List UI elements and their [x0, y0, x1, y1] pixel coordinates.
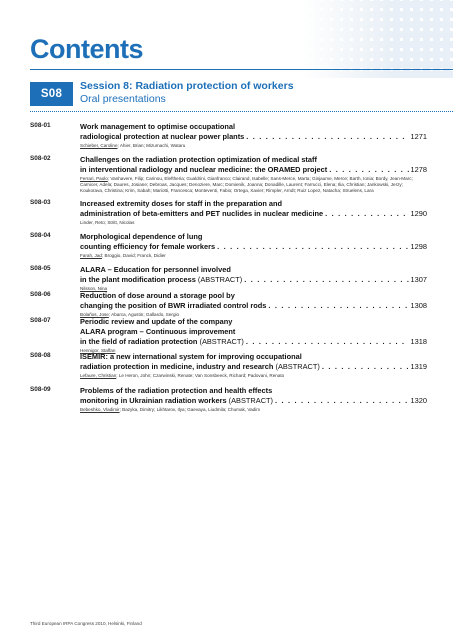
- entry-tag: (ABSTRACT): [197, 337, 244, 346]
- entry-page-number[interactable]: 1307: [410, 275, 427, 284]
- entry-title-line: [80, 317, 427, 327]
- entry-tag: (ABSTRACT): [226, 396, 274, 405]
- entry-authors: [80, 407, 427, 413]
- entry-coauthors: ; Bazyka, Dimitry; Likhtarov, Ilya; Gaevaya, Liudmila; Chumak, Vadim: [119, 407, 261, 412]
- entry-coauthors: Linder, Reto; Stritt, Nicolas: [80, 220, 135, 225]
- title-divider: [30, 69, 453, 70]
- entry-title-text: monitoring in Ukrainian radiation workers: [80, 396, 227, 405]
- entry-title-text: in the field of radiation protection: [80, 337, 198, 346]
- contents-entry[interactable]: [30, 291, 427, 318]
- entry-body: [80, 122, 427, 149]
- contents-entry[interactable]: [30, 386, 427, 413]
- entry-lead-author: Ferrari, Paolo: [80, 176, 108, 181]
- page-footer: Third European IRPA Congress 2010, Helsinki, Finland: [30, 621, 142, 626]
- entry-code: S08-02: [30, 155, 51, 162]
- contents-entry[interactable]: [30, 232, 427, 259]
- entry-body: [80, 291, 427, 318]
- entry-title-text: Increased extremity doses for staff in the preparation and: [80, 199, 283, 208]
- entry-title-text: radiation protection in medicine, industry and research: [80, 362, 274, 371]
- entry-page-number[interactable]: 1318: [410, 337, 427, 346]
- entry-title-text: ALARA program – Continuous improvement: [80, 327, 236, 336]
- entry-code: S08-04: [30, 232, 51, 239]
- entry-lead-author: Nilsson, Nina: [80, 286, 108, 291]
- entry-page-number[interactable]: 1308: [410, 301, 427, 310]
- entry-code: S08-05: [30, 265, 51, 272]
- session-title: Session 8: Radiation protection of workers: [80, 80, 294, 92]
- entry-lead-author: Hennigor, Staffan: [80, 348, 116, 353]
- entry-code: S08-09: [30, 386, 51, 393]
- entry-title-line: [80, 352, 427, 362]
- entry-lead-author: Bolaños, Jose: [80, 312, 109, 317]
- entry-leader-dots: [275, 396, 409, 406]
- session-code-badge: S08: [30, 82, 73, 106]
- entry-leader-dots: [325, 209, 408, 219]
- entry-leader-dots: [244, 275, 408, 285]
- entry-title-line: [80, 242, 427, 252]
- entry-title-line: [80, 275, 427, 285]
- contents-entry[interactable]: [30, 352, 427, 379]
- entry-leader-dots: [322, 362, 409, 372]
- entry-page-number[interactable]: 1271: [410, 132, 427, 141]
- entry-body: [80, 155, 427, 195]
- header-decorative-pattern: [303, 0, 453, 78]
- entry-authors: [80, 253, 427, 259]
- entry-code: S08-01: [30, 122, 51, 129]
- entry-lead-author: Lefaure, Christian: [80, 373, 117, 378]
- entry-title-line: [80, 209, 427, 219]
- entry-code: S08-03: [30, 199, 51, 206]
- entry-title-line: [80, 155, 427, 165]
- entry-authors: [80, 373, 427, 379]
- entry-body: [80, 317, 427, 354]
- contents-entry[interactable]: [30, 317, 427, 354]
- entry-coauthors: ; Ahier, Brian; Mizumachi, Wataru: [117, 143, 186, 148]
- entry-title-line: [80, 301, 427, 311]
- session-divider: [30, 111, 453, 112]
- entry-leader-dots: [329, 165, 408, 175]
- entry-page-number[interactable]: 1278: [410, 165, 427, 174]
- contents-entry[interactable]: [30, 122, 427, 149]
- entry-title-text: Problems of the radiation protection and health effects: [80, 386, 273, 395]
- entry-title-line: [80, 199, 427, 209]
- entry-leader-dots: [246, 337, 409, 347]
- entry-authors: [80, 143, 427, 149]
- entry-title-line: [80, 291, 427, 301]
- entry-leader-dots: [246, 132, 408, 142]
- entry-coauthors: ; Broggio, David; Franck, Didier: [101, 253, 166, 258]
- entry-title-line: [80, 232, 427, 242]
- entry-code: S08-07: [30, 317, 51, 324]
- entry-body: [80, 232, 427, 259]
- entry-page-number[interactable]: 1290: [410, 209, 427, 218]
- page-title: Contents: [30, 34, 143, 64]
- entry-title-line: [80, 396, 427, 406]
- contents-entry[interactable]: [30, 155, 427, 195]
- entry-coauthors: ; Abarca, Agustin; Gallardo, Sergio: [108, 312, 180, 317]
- contents-entry[interactable]: [30, 265, 427, 292]
- entry-title-line: [80, 386, 427, 396]
- entry-code: S08-08: [30, 352, 51, 359]
- entry-title-text: Challenges on the radiation protection optimization of medical staff: [80, 155, 317, 164]
- entry-title-line: [80, 132, 427, 142]
- entry-authors: [80, 220, 427, 226]
- entry-title-line: [80, 265, 427, 275]
- entry-title-line: [80, 327, 427, 337]
- entry-page-number[interactable]: 1320: [410, 396, 427, 405]
- entry-body: [80, 265, 427, 292]
- entry-title-text: administration of beta-emitters and PET nuclides in nuclear medicine: [80, 209, 324, 218]
- entry-lead-author: Schieber, Caroline: [80, 143, 118, 148]
- entry-title-text: in the plant modification process: [80, 275, 196, 284]
- entry-title-text: changing the position of BWR irradiated control rods: [80, 301, 267, 310]
- entry-title-text: radiological protection at nuclear power plants: [80, 132, 245, 141]
- entry-body: [80, 386, 427, 413]
- entry-title-text: Periodic review and update of the company: [80, 317, 233, 326]
- entry-page-number[interactable]: 1319: [410, 362, 427, 371]
- entry-leader-dots: [268, 301, 408, 311]
- entry-leader-dots: [217, 242, 408, 252]
- entry-page-number[interactable]: 1298: [410, 242, 427, 251]
- entry-tag: (ABSTRACT): [273, 362, 320, 371]
- entry-title-text: counting efficiency for female workers: [80, 242, 216, 251]
- entry-title-line: [80, 362, 427, 372]
- entry-body: [80, 352, 427, 379]
- entry-title-line: [80, 165, 427, 175]
- entry-coauthors: ; Le Heron, John; Czarwinski, Renate; Van Sonsbeeck, Richard; Padovani, Renato: [116, 373, 285, 378]
- contents-entry[interactable]: [30, 199, 427, 226]
- entry-body: [80, 199, 427, 226]
- entry-title-text: Morphological dependence of lung: [80, 232, 203, 241]
- entry-code: S08-06: [30, 291, 51, 298]
- entry-title-text: Reduction of dose around a storage pool by: [80, 291, 235, 300]
- session-subtitle: Oral presentations: [80, 93, 166, 105]
- entry-title-text: in interventional radiology and nuclear medicine: the ORAMED project: [80, 165, 328, 174]
- entry-tag: (ABSTRACT): [195, 275, 243, 284]
- entry-lead-author: Bebeshko, Vladimir: [80, 407, 120, 412]
- entry-title-line: [80, 337, 427, 347]
- entry-title-line: [80, 122, 427, 132]
- entry-title-text: ALARA – Education for personnel involved: [80, 265, 231, 274]
- entry-lead-author: Farah, Jad: [80, 253, 102, 258]
- entry-coauthors: ; Vanhavere, Filip; Carinou, Eleftheria; Gualdrini, Gianfranco; Clairand, Isabelle; Sans-Merce, Marta; Ginjaume, Merce; Barth, Ionia; Bordy, Jean-Marc; Carnicer, Adela; Daures, Josiane; Debroas, Jacques; Denoziere, Marc; Domienik, Joanna; Donadille, Laurent; Farrucci, Elena; Ilia, Christian; Jankowski, Jerzy; Koukorava, Christina; Krim, Sabah; Mariotti, Francesca; Monteventi, Fabio; Ortega, Xavier; Rimpler, Arndt; Ruiz Lopez, Natacha; Struelens, Lara: [80, 176, 413, 194]
- entry-title-text: ISEMIR: a new international system for improving occupational: [80, 352, 302, 361]
- entry-title-text: Work management to optimise occupational: [80, 122, 236, 131]
- entry-authors: [80, 176, 427, 195]
